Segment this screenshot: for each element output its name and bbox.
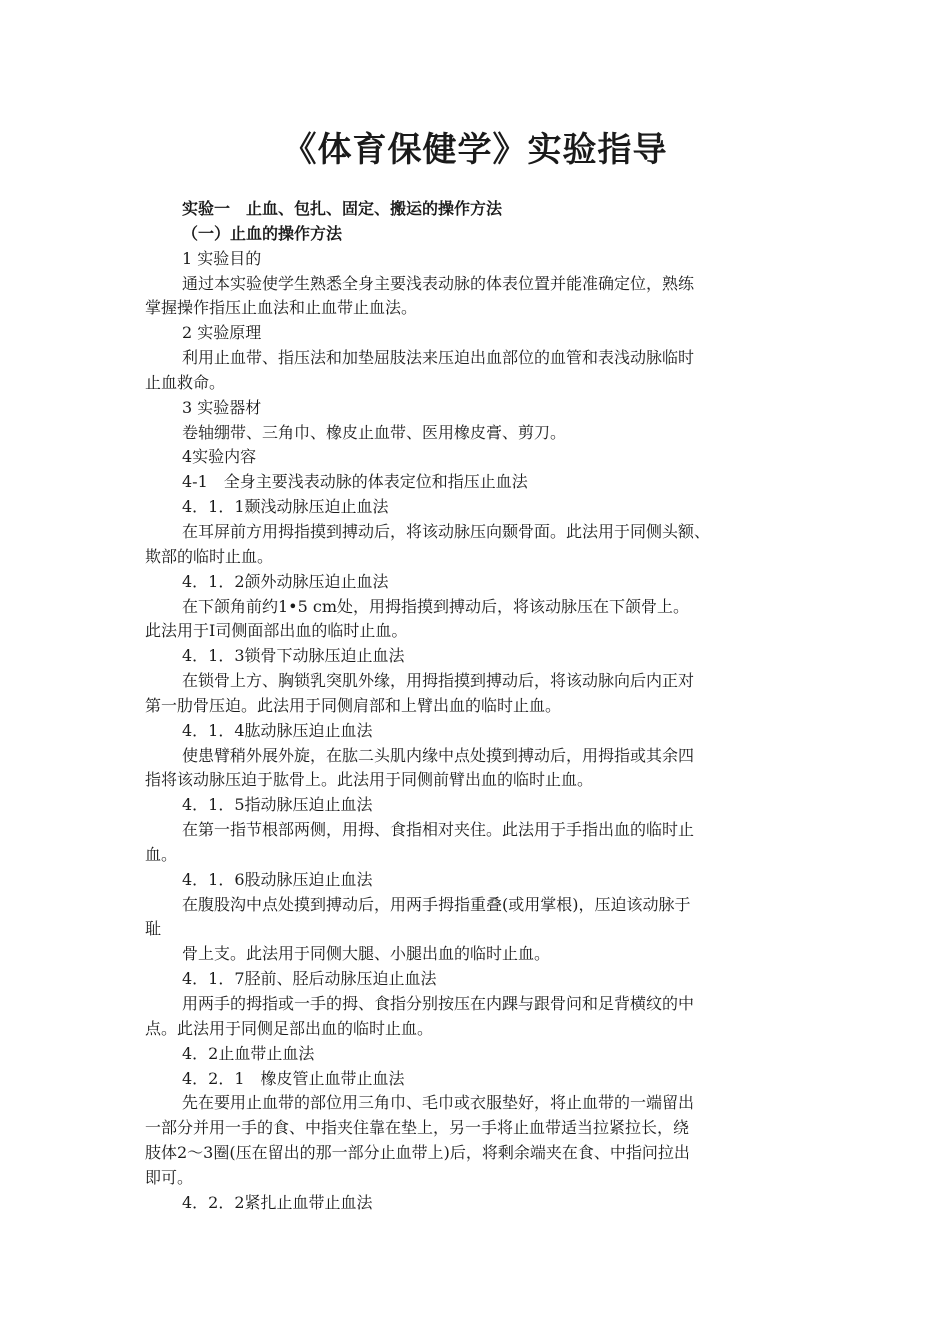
text-line: 4．2．2紧扎止血带止血法 — [182, 1192, 373, 1212]
text-line: 在耳屏前方用拇指摸到搏动后，将该动脉压向颞骨面。此法用于同侧头额、 — [182, 521, 711, 541]
text-line: 先在要用止血带的部位用三角巾、毛巾或衣服垫好，将止血带的一端留出 — [182, 1093, 695, 1113]
text-line: 4．2止血带止血法 — [182, 1043, 315, 1063]
text-line: 欺部的临时止血。 — [145, 546, 274, 566]
text-line: 利用止血带、指压法和加垫屈肢法来压迫出血部位的血管和表浅动脉临时 — [182, 348, 695, 368]
text-line: 4．1．6股动脉压迫止血法 — [182, 869, 373, 889]
text-line: 卷轴绷带、三角巾、橡皮止血带、医用橡皮膏、剪刀。 — [182, 422, 567, 442]
text-line: 在第一指节根部两侧，用拇、食指相对夹住。此法用于手指出血的临时止 — [182, 820, 695, 840]
text-line: 使患臂稍外展外旋，在肱二头肌内缘中点处摸到搏动后，用拇指或其余四 — [182, 745, 695, 765]
text-line: 2 实验原理 — [182, 323, 262, 343]
text-line: 骨上支。此法用于同侧大腿、小腿出血的临时止血。 — [182, 944, 551, 964]
text-line: 4．2．1 橡皮管止血带止血法 — [182, 1068, 405, 1088]
section-heading: 实验一 止血、包扎、固定、搬运的操作方法 — [182, 199, 503, 218]
text-line: 4实验内容 — [182, 447, 257, 467]
text-line: 此法用于I司侧面部出血的临时止血。 — [145, 621, 408, 641]
text-line: 点。此法用于同侧足部出血的临时止血。 — [145, 1018, 434, 1038]
text-line: 4．1．7胫前、胫后动脉压迫止血法 — [182, 969, 437, 989]
text-line: 3 实验器材 — [182, 397, 262, 417]
document-title: 《体育保健学》实验指导 — [282, 130, 668, 170]
text-line: 在锁骨上方、胸锁乳突肌外缘，用拇指摸到搏动后，将该动脉向后内正对 — [182, 671, 695, 691]
text-line: 1 实验目的 — [182, 248, 262, 268]
text-line: 止血救命。 — [145, 372, 226, 392]
text-line: 通过本实验使学生熟悉全身主要浅表动脉的体表位置并能准确定位，熟练 — [182, 273, 695, 293]
text-line: 4．1．2颌外动脉压迫止血法 — [182, 571, 389, 591]
text-line: 用两手的拇指或一手的拇、食指分别按压在内踝与跟骨问和足背横纹的中 — [182, 994, 695, 1013]
text-line: 掌握操作指压止血法和止血带止血法。 — [145, 298, 418, 318]
text-line: 肢体2～3圈(压在留出的那一部分止血带上)后，将剩余端夹在食、中指问拉出 — [145, 1143, 690, 1163]
text-line: 4．1．1颞浅动脉压迫止血法 — [182, 497, 389, 517]
section-heading: （一）止血的操作方法 — [182, 223, 343, 243]
text-line: 一部分并用一手的食、中指夹住靠在垫上，另一手将止血带适当拉紧拉长，绕 — [145, 1118, 690, 1138]
text-line: 在下颌角前约1•5 cm处，用拇指摸到搏动后，将该动脉压在下颌骨上。 — [182, 596, 690, 616]
text-line: 4．1．3锁骨下动脉压迫止血法 — [182, 646, 405, 666]
text-line: 耻 — [145, 919, 162, 939]
document-body — [145, 197, 815, 1216]
text-line: 在腹股沟中点处摸到搏动后，用两手拇指重叠(或用掌根)，压迫该动脉于 — [182, 894, 691, 914]
text-line: 第一肋骨压迫。此法用于同侧肩部和上臂出血的临时止血。 — [145, 695, 562, 715]
text-line: 指将该动脉压迫于肱骨上。此法用于同侧前臂出血的临时止血。 — [145, 770, 594, 790]
text-line: 4．1．5指动脉压迫止血法 — [182, 795, 373, 815]
text-line: 4．1．4肱动脉压迫止血法 — [182, 720, 373, 740]
text-line: 即可。 — [145, 1167, 194, 1187]
text-line: 4-1 全身主要浅表动脉的体表定位和指压止血法 — [182, 472, 528, 492]
text-line: 血。 — [145, 844, 178, 864]
